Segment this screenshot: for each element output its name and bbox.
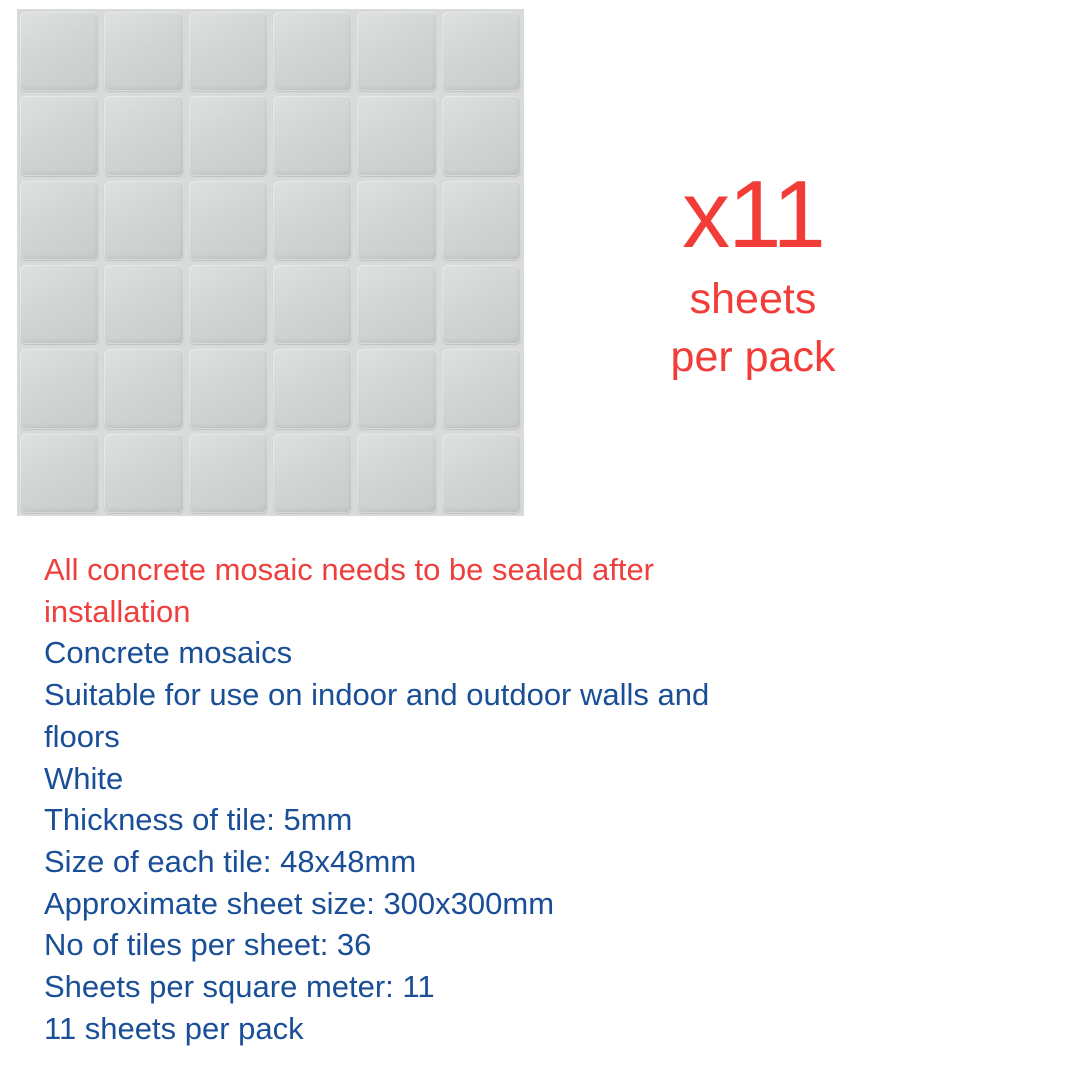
sheets-per-pack-badge <box>600 160 906 386</box>
mosaic-tile <box>273 12 352 91</box>
mosaic-tile <box>357 96 436 175</box>
mosaic-tile <box>189 434 268 513</box>
mosaic-tile <box>357 349 436 428</box>
mosaic-tile <box>104 181 183 260</box>
mosaic-tile <box>20 265 99 344</box>
detail-line: No of tiles per sheet: 36 <box>44 927 372 963</box>
detail-line: Thickness of tile: 5mm <box>44 802 353 838</box>
mosaic-sheet-image <box>17 9 524 516</box>
detail-line: Concrete mosaics <box>44 635 293 671</box>
mosaic-tile <box>20 96 99 175</box>
mosaic-tile <box>189 265 268 344</box>
mosaic-tile <box>189 349 268 428</box>
mosaic-tile <box>442 12 521 91</box>
detail-line: Suitable for use on indoor and outdoor walls and floors <box>44 677 710 754</box>
mosaic-tile <box>189 181 268 260</box>
mosaic-tile <box>20 181 99 260</box>
mosaic-tile <box>104 96 183 175</box>
mosaic-tile <box>104 349 183 428</box>
mosaic-tile <box>189 96 268 175</box>
sealing-warning: All concrete mosaic needs to be sealed after installation <box>44 552 655 629</box>
mosaic-tile <box>357 181 436 260</box>
mosaic-tile <box>273 265 352 344</box>
mosaic-tile <box>442 96 521 175</box>
mosaic-tile <box>273 434 352 513</box>
mosaic-tile <box>273 96 352 175</box>
mosaic-tile <box>442 181 521 260</box>
detail-line: 11 sheets per pack <box>44 1010 304 1046</box>
mosaic-tile <box>20 434 99 513</box>
detail-line: Sheets per square meter: 11 <box>44 969 435 1005</box>
mosaic-tile <box>189 12 268 91</box>
mosaic-tile <box>442 434 521 513</box>
badge-line-per-pack: per pack <box>670 333 836 381</box>
detail-line: Size of each tile: 48x48mm <box>44 843 417 879</box>
mosaic-tile <box>273 181 352 260</box>
detail-line: Approximate sheet size: 300x300mm <box>44 885 555 921</box>
mosaic-tile <box>357 265 436 344</box>
mosaic-tile <box>442 265 521 344</box>
mosaic-tile <box>273 349 352 428</box>
mosaic-tile <box>20 12 99 91</box>
mosaic-tile <box>104 265 183 344</box>
mosaic-tile <box>20 349 99 428</box>
badge-line-sheets: sheets <box>689 275 817 323</box>
mosaic-tile <box>357 12 436 91</box>
detail-line: White <box>44 760 124 796</box>
product-details <box>44 549 744 1049</box>
mosaic-tile <box>442 349 521 428</box>
mosaic-tile <box>357 434 436 513</box>
sheet-count: x11 <box>682 161 824 268</box>
mosaic-tile <box>104 434 183 513</box>
mosaic-tile <box>104 12 183 91</box>
